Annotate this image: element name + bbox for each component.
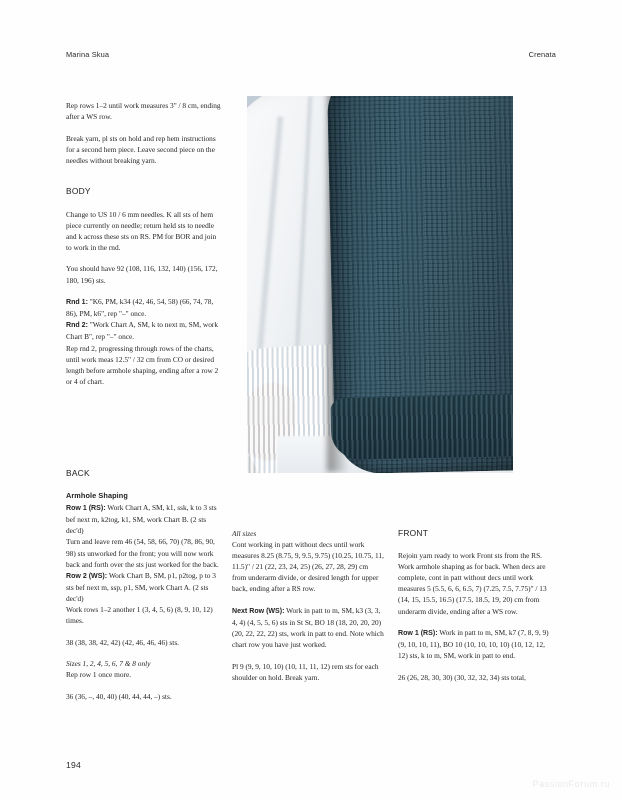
section-heading-front: FRONT <box>398 528 429 538</box>
stitch-count: 36 (36, –, 40, 40) (40, 44, 44, –) sts. <box>66 692 172 701</box>
row1-text: Work in patt to m, SM, k7 (7, 8, 9, 9) (9, 10, 10, 11), BO 10 (10, 10, 10, 10) (10, 12, 12, 12) sts, k to m, SM, work in patt to end. <box>398 628 549 661</box>
text-column-left-upper <box>66 100 223 397</box>
row1-label: Row 1 (RS): <box>66 505 106 513</box>
paragraph: Rep rows 1–2 until work measures 3" / 8 cm, ending after a WS row. <box>66 101 221 122</box>
page-number: 194 <box>66 760 81 770</box>
paragraph: Cont working in patt without decs until work measures 8.25 (8.75, 9, 9.5, 9.75) (10.25, 10.75, 11, 11.5)" / 21 (22, 23, 24, 25) (26, 27, 28, 29) cm from underarm divide, or desired length for upper back, ending after a RS row. <box>232 540 384 594</box>
text-column-middle <box>232 528 384 694</box>
running-head-right: Crenata <box>528 50 556 59</box>
paragraph: Turn and leave rem 46 (54, 58, 66, 70) (78, 86, 90, 98) sts unworked for the front; you will now work back and forth over the sts just worked for the back. <box>66 537 219 569</box>
stitch-count: 38 (38, 38, 42, 42) (42, 46, 46, 46) sts. <box>66 637 180 647</box>
instruction-rnd1 <box>66 296 223 319</box>
paragraph: Rep row 1 once more. <box>66 670 132 680</box>
instruction-rnd2 <box>66 319 223 342</box>
text-column-right <box>398 528 556 694</box>
instruction-row2 <box>66 570 223 604</box>
paragraph: Pl 9 (9, 9, 10, 10) (10, 11, 11, 12) rem sts for each shoulder on hold. Break yarn. <box>232 661 379 683</box>
row2-label: Row 2 (WS): <box>66 572 108 580</box>
instruction-row1 <box>66 502 223 536</box>
row2-text: Work Chart B, SM, p1, p2tog, p to 3 sts bef next m, ssp, p1, SM, work Chart A. (2 sts dec'd) <box>66 570 216 603</box>
spacer <box>66 176 223 186</box>
garment-photo <box>247 96 513 473</box>
subheading-armhole-shaping: Armhole Shaping <box>66 491 128 501</box>
rnd1-label: Rnd 1: <box>66 299 88 307</box>
section-heading-body: BODY <box>66 186 91 197</box>
next-row-text: Work in patt to m, SM, k3 (3, 3, 4, 4) (4, 5, 5, 6) sts in St St, BO 18 (18, 20, 20, 20) (20, 22, 22, 22) sts, work in patt to end. Note which chart row you have just worked. <box>232 606 384 650</box>
rnd1-text: "K6, PM, k34 (42, 46, 54, 58) (66, 74, 78, 86), PM, k6", rep "–" once. <box>66 297 214 319</box>
watermark: PassionForum.ru <box>532 779 610 789</box>
instruction-row1 <box>398 627 556 661</box>
paragraph: Work rows 1–2 another 1 (3, 4, 5, 6) (8, 9, 10, 12) times. <box>66 605 213 626</box>
running-head-left: Marina Skua <box>66 50 110 59</box>
paragraph: Rejoin yarn ready to work Front sts from the RS. Work armhole shaping as for back. When decs are complete, cont in patt without decs until work measures 5 (5.5, 6, 6, 6.5, 7) (7.25, 7.5, 7.75)" / 13 (14, 15, 15.5, 16.5) (17.5, 18.5, 19, 20) cm from underarm divide, ending after a WS row. <box>398 551 547 616</box>
next-row-label: Next Row (WS): <box>232 608 285 616</box>
stitch-count: 26 (26, 28, 30, 30) (30, 32, 32, 34) sts total, <box>398 672 526 682</box>
photo-vest-hem <box>330 394 513 460</box>
running-head <box>66 50 556 59</box>
rnd2-label: Rnd 2: <box>66 322 88 330</box>
text-column-left-lower <box>66 468 223 713</box>
sizes-note: Sizes 1, 2, 4, 5, 6, 7 & 8 only <box>66 659 151 669</box>
all-sizes-note: All sizes <box>232 529 257 538</box>
rnd2-text: "Work Chart A, SM, k to next m, SM, work Chart B", rep "–" once. <box>66 320 219 342</box>
paragraph: Rep rnd 2, progressing through rows of the charts, until work meas 12.5" / 32 cm from CO or desired length before armhole shaping, ending after a row 2 or 4 of chart. <box>66 343 219 386</box>
paragraph: Break yarn, pl sts on hold and rep hem instructions for a second hem piece. Leave second piece on the needles without breaking yarn. <box>66 133 216 165</box>
row1-label: Row 1 (RS): <box>398 630 438 638</box>
instruction-next-row <box>232 605 384 650</box>
section-heading-back: BACK <box>66 468 90 478</box>
paragraph: You should have 92 (108, 116, 132, 140) (156, 172, 180, 196) sts. <box>66 264 218 285</box>
paragraph: Change to US 10 / 6 mm needles. K all sts of hem piece currently on needle; return held sts to needle and k across these sts on RS. PM for BOR and join to work in the rnd. <box>66 209 217 252</box>
row1-text: Work Chart A, SM, k1, ssk, k to 3 sts bef next m, k2tog, k1, SM, work Chart B. (2 sts dec'd) <box>66 503 217 536</box>
